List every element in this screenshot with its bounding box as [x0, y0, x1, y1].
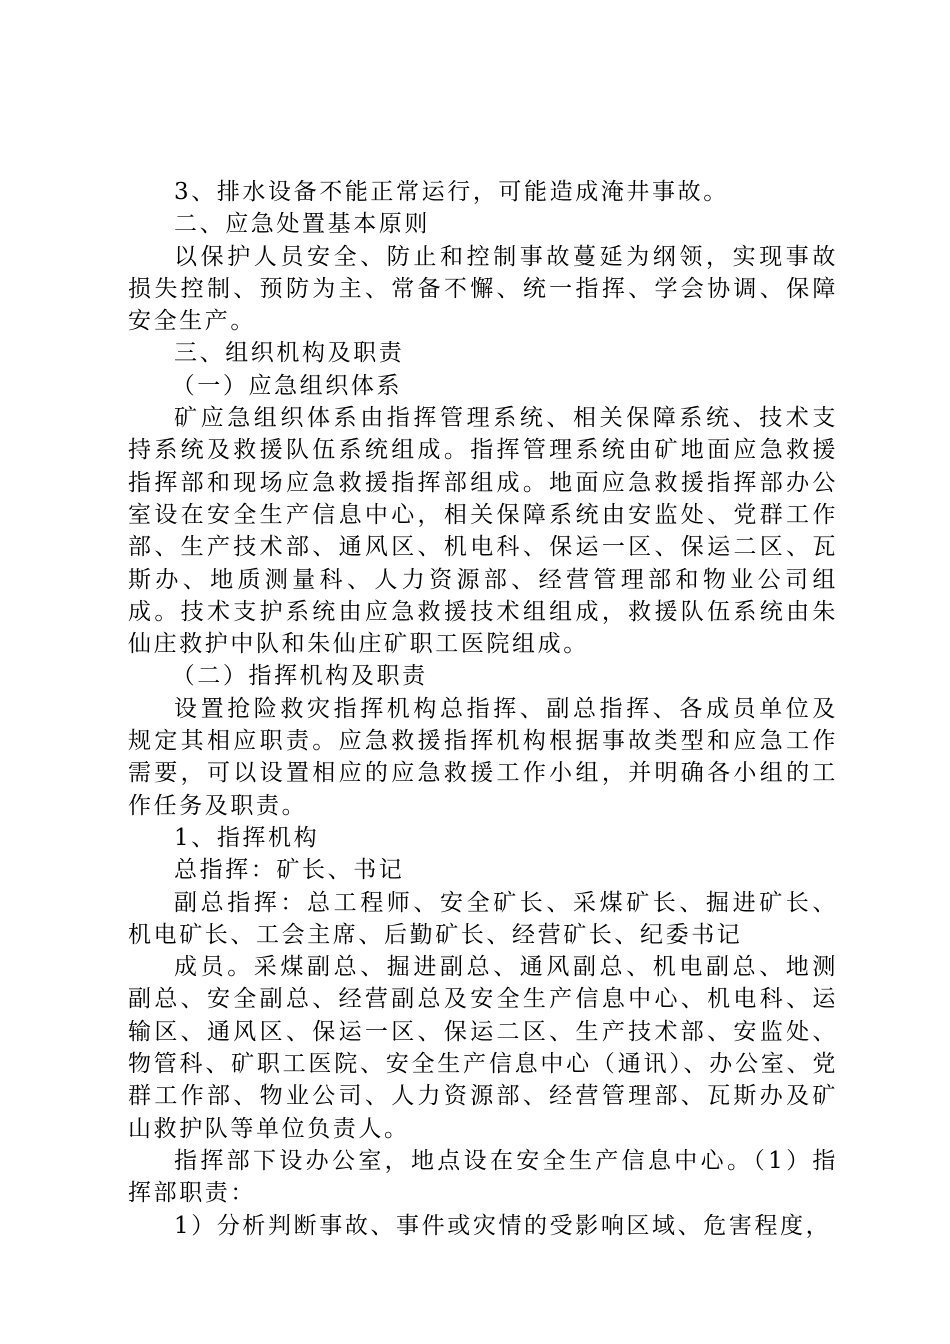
- paragraph-deputy-commanders: 副总指挥：总工程师、安全矿长、采煤矿长、掘进矿长、机电矿长、工会主席、后勤矿长、经营矿长、纪委书记: [128, 889, 838, 948]
- paragraph-members: 成员。采煤副总、掘进副总、通风副总、机电副总、地测副总、安全副总、经营副总及安全生产信息中心、机电科、运输区、通风区、保运一区、保运二区、生产技术部、安监处、物管科、矿职工医院、安全生产信息中心（通讯）、办公室、党群工作部、物业公司、人力资源部、经营管理部、瓦斯办及矿山救护队等单位负责人。: [128, 954, 838, 1142]
- paragraph-chief-commander: 总指挥：矿长、书记: [174, 857, 405, 884]
- heading-command-agency: 1、指挥机构: [174, 824, 320, 851]
- heading-organization: 三、组织机构及职责: [174, 340, 405, 367]
- paragraph-duty-1: 1）分析判断事故、事件或灾情的受影响区域、危害程度，: [174, 1212, 832, 1239]
- paragraph-office-location: 指挥部下设办公室，地点设在安全生产信息中心。（1）指挥部职责：: [128, 1147, 838, 1207]
- paragraph-drainage-risk: 3、排水设备不能正常运行，可能造成淹井事故。: [174, 179, 729, 205]
- paragraph-principles: 以保护人员安全、防止和控制事故蔓延为纲领，实现事故损失控制、预防为主、常备不懈、统一指挥、学会协调、保障安全生产。: [128, 243, 838, 335]
- document-body: [128, 176, 838, 1242]
- subheading-emergency-system: （一）应急组织体系: [171, 372, 403, 399]
- heading-basic-principles: 二、应急处置基本原则: [174, 211, 430, 238]
- paragraph-command-structure: 设置抢险救灾指挥机构总指挥、副总指挥、各成员单位及规定其相应职责。应急救援指挥机构根据事故类型和应急工作需要，可以设置相应的应急救援工作小组，并明确各小组的工作任务及职责。: [128, 695, 838, 819]
- paragraph-emergency-system: 矿应急组织体系由指挥管理系统、相关保障系统、技术支持系统及救援队伍系统组成。指挥管理系统由矿地面应急救援指挥部和现场应急救援指挥部组成。地面应急救援指挥部办公室设在安全生产信息中心，相关保障系统由安监处、党群工作部、生产技术部、通风区、机电科、保运一区、保运二区、瓦斯办、地质测量科、人力资源部、经营管理部和物业公司组成。技术支护系统由应急救援技术组组成，救援队伍系统由朱仙庄救护中队和朱仙庄矿职工医院组成。: [128, 405, 838, 658]
- subheading-command-structure: （二）指挥机构及职责: [171, 663, 428, 690]
